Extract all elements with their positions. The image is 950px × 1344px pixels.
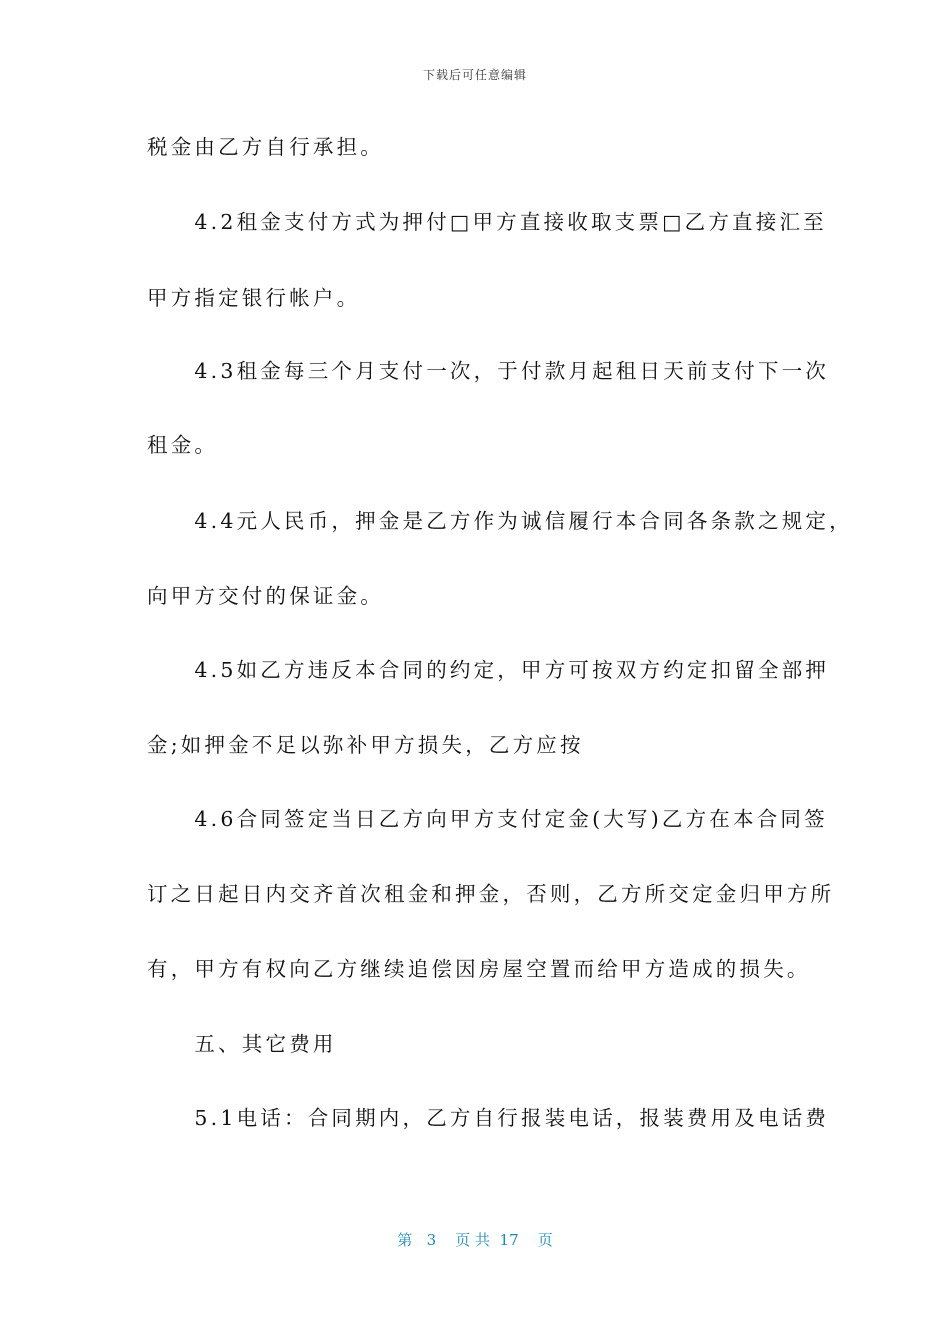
body-line: 租金。 <box>147 433 219 457</box>
body-line: 订之日起日内交齐首次租金和押金，否则，乙方所交定金归甲方所 <box>147 882 835 906</box>
body-line: 4.5如乙方违反本合同的约定，甲方可按双方约定扣留全部押 <box>147 658 830 682</box>
body-line: 有，甲方有权向乙方继续追偿因房屋空置而给甲方造成的损失。 <box>147 957 811 981</box>
header-note: 下载后可任意编辑 <box>422 68 527 82</box>
body-line: 4.4元人民币，押金是乙方作为诚信履行本合同各条款之规定， <box>147 509 853 533</box>
section-heading: 五、其它费用 <box>147 1032 337 1056</box>
body-line: 5.1电话：合同期内，乙方自行报装电话，报装费用及电话费 <box>147 1106 830 1130</box>
body-line: 4.6合同签定当日乙方向甲方支付定金(大写)乙方在本合同签 <box>147 807 828 831</box>
page-number-footer <box>0 1229 950 1250</box>
footer-prefix: 第 <box>397 1231 413 1249</box>
footer-suffix: 页 <box>537 1231 553 1249</box>
total-pages-number: 17 <box>499 1231 519 1249</box>
body-line: 向甲方交付的保证金。 <box>147 584 384 608</box>
body-line: 4.3租金每三个月支付一次，于付款月起租日天前支付下一次 <box>147 359 830 383</box>
current-page-number: 3 <box>426 1231 437 1249</box>
body-line: 金;如押金不足以弥补甲方损失，乙方应按 <box>147 733 584 757</box>
body-line: 甲方指定银行帐户。 <box>147 286 361 310</box>
body-line: 税金由乙方自行承担。 <box>147 135 384 159</box>
footer-middle: 页 共 <box>455 1231 490 1249</box>
body-line: 4.2租金支付方式为押付□甲方直接收取支票□乙方直接汇至 <box>147 210 827 234</box>
